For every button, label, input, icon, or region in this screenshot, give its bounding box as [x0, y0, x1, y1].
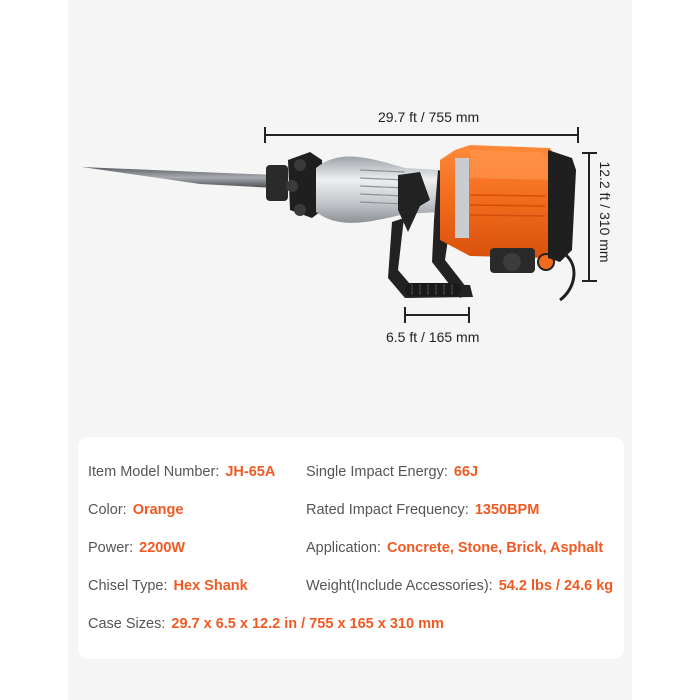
motor-housing [440, 145, 558, 273]
rear-handle [548, 150, 576, 300]
spec-value: 29.7 x 6.5 x 12.2 in / 755 x 165 x 310 mm [171, 616, 444, 632]
chisel-bit [82, 167, 275, 188]
length-dimension-line [265, 127, 578, 143]
length-dimension-label: 29.7 ft / 755 mm [378, 109, 480, 125]
spec-value: 2200W [139, 540, 186, 556]
height-dimension-text: 12.2 ft / 310 mm [597, 161, 613, 263]
spec-label: Power: [88, 540, 134, 556]
spec-label: Item Model Number: [88, 464, 220, 480]
spec-value: Hex Shank [173, 578, 248, 594]
spec-value: Concrete, Stone, Brick, Asphalt [386, 540, 604, 556]
spec-label: Chisel Type: [88, 578, 168, 594]
spec-case-sizes [88, 616, 444, 632]
spec-color [88, 502, 183, 518]
spec-value: 1350BPM [474, 502, 540, 518]
spec-value: JH-65A [225, 464, 276, 480]
handle-dimension-line [405, 307, 469, 323]
spec-value: Orange [132, 502, 184, 518]
spec-value: 66J [453, 464, 479, 480]
spec-label: Case Sizes: [88, 616, 166, 632]
spec-label: Color: [88, 502, 127, 518]
spec-impact-energy [306, 464, 478, 480]
spec-label: Weight(Include Accessories): [306, 578, 493, 594]
spec-value: 54.2 lbs / 24.6 kg [498, 578, 614, 594]
spec-impact-frequency [306, 502, 539, 518]
handle-width-dimension-label: 6.5 ft / 165 mm [386, 329, 480, 345]
spec-label: Single Impact Energy: [306, 464, 448, 480]
spec-power [88, 540, 185, 556]
spec-weight [306, 578, 613, 594]
spec-label: Rated Impact Frequency: [306, 502, 469, 518]
spec-label: Application: [306, 540, 381, 556]
spec-chisel-type [88, 578, 248, 594]
spec-application [306, 540, 603, 556]
spec-model-number [88, 464, 275, 480]
height-dimension-line [582, 153, 597, 281]
